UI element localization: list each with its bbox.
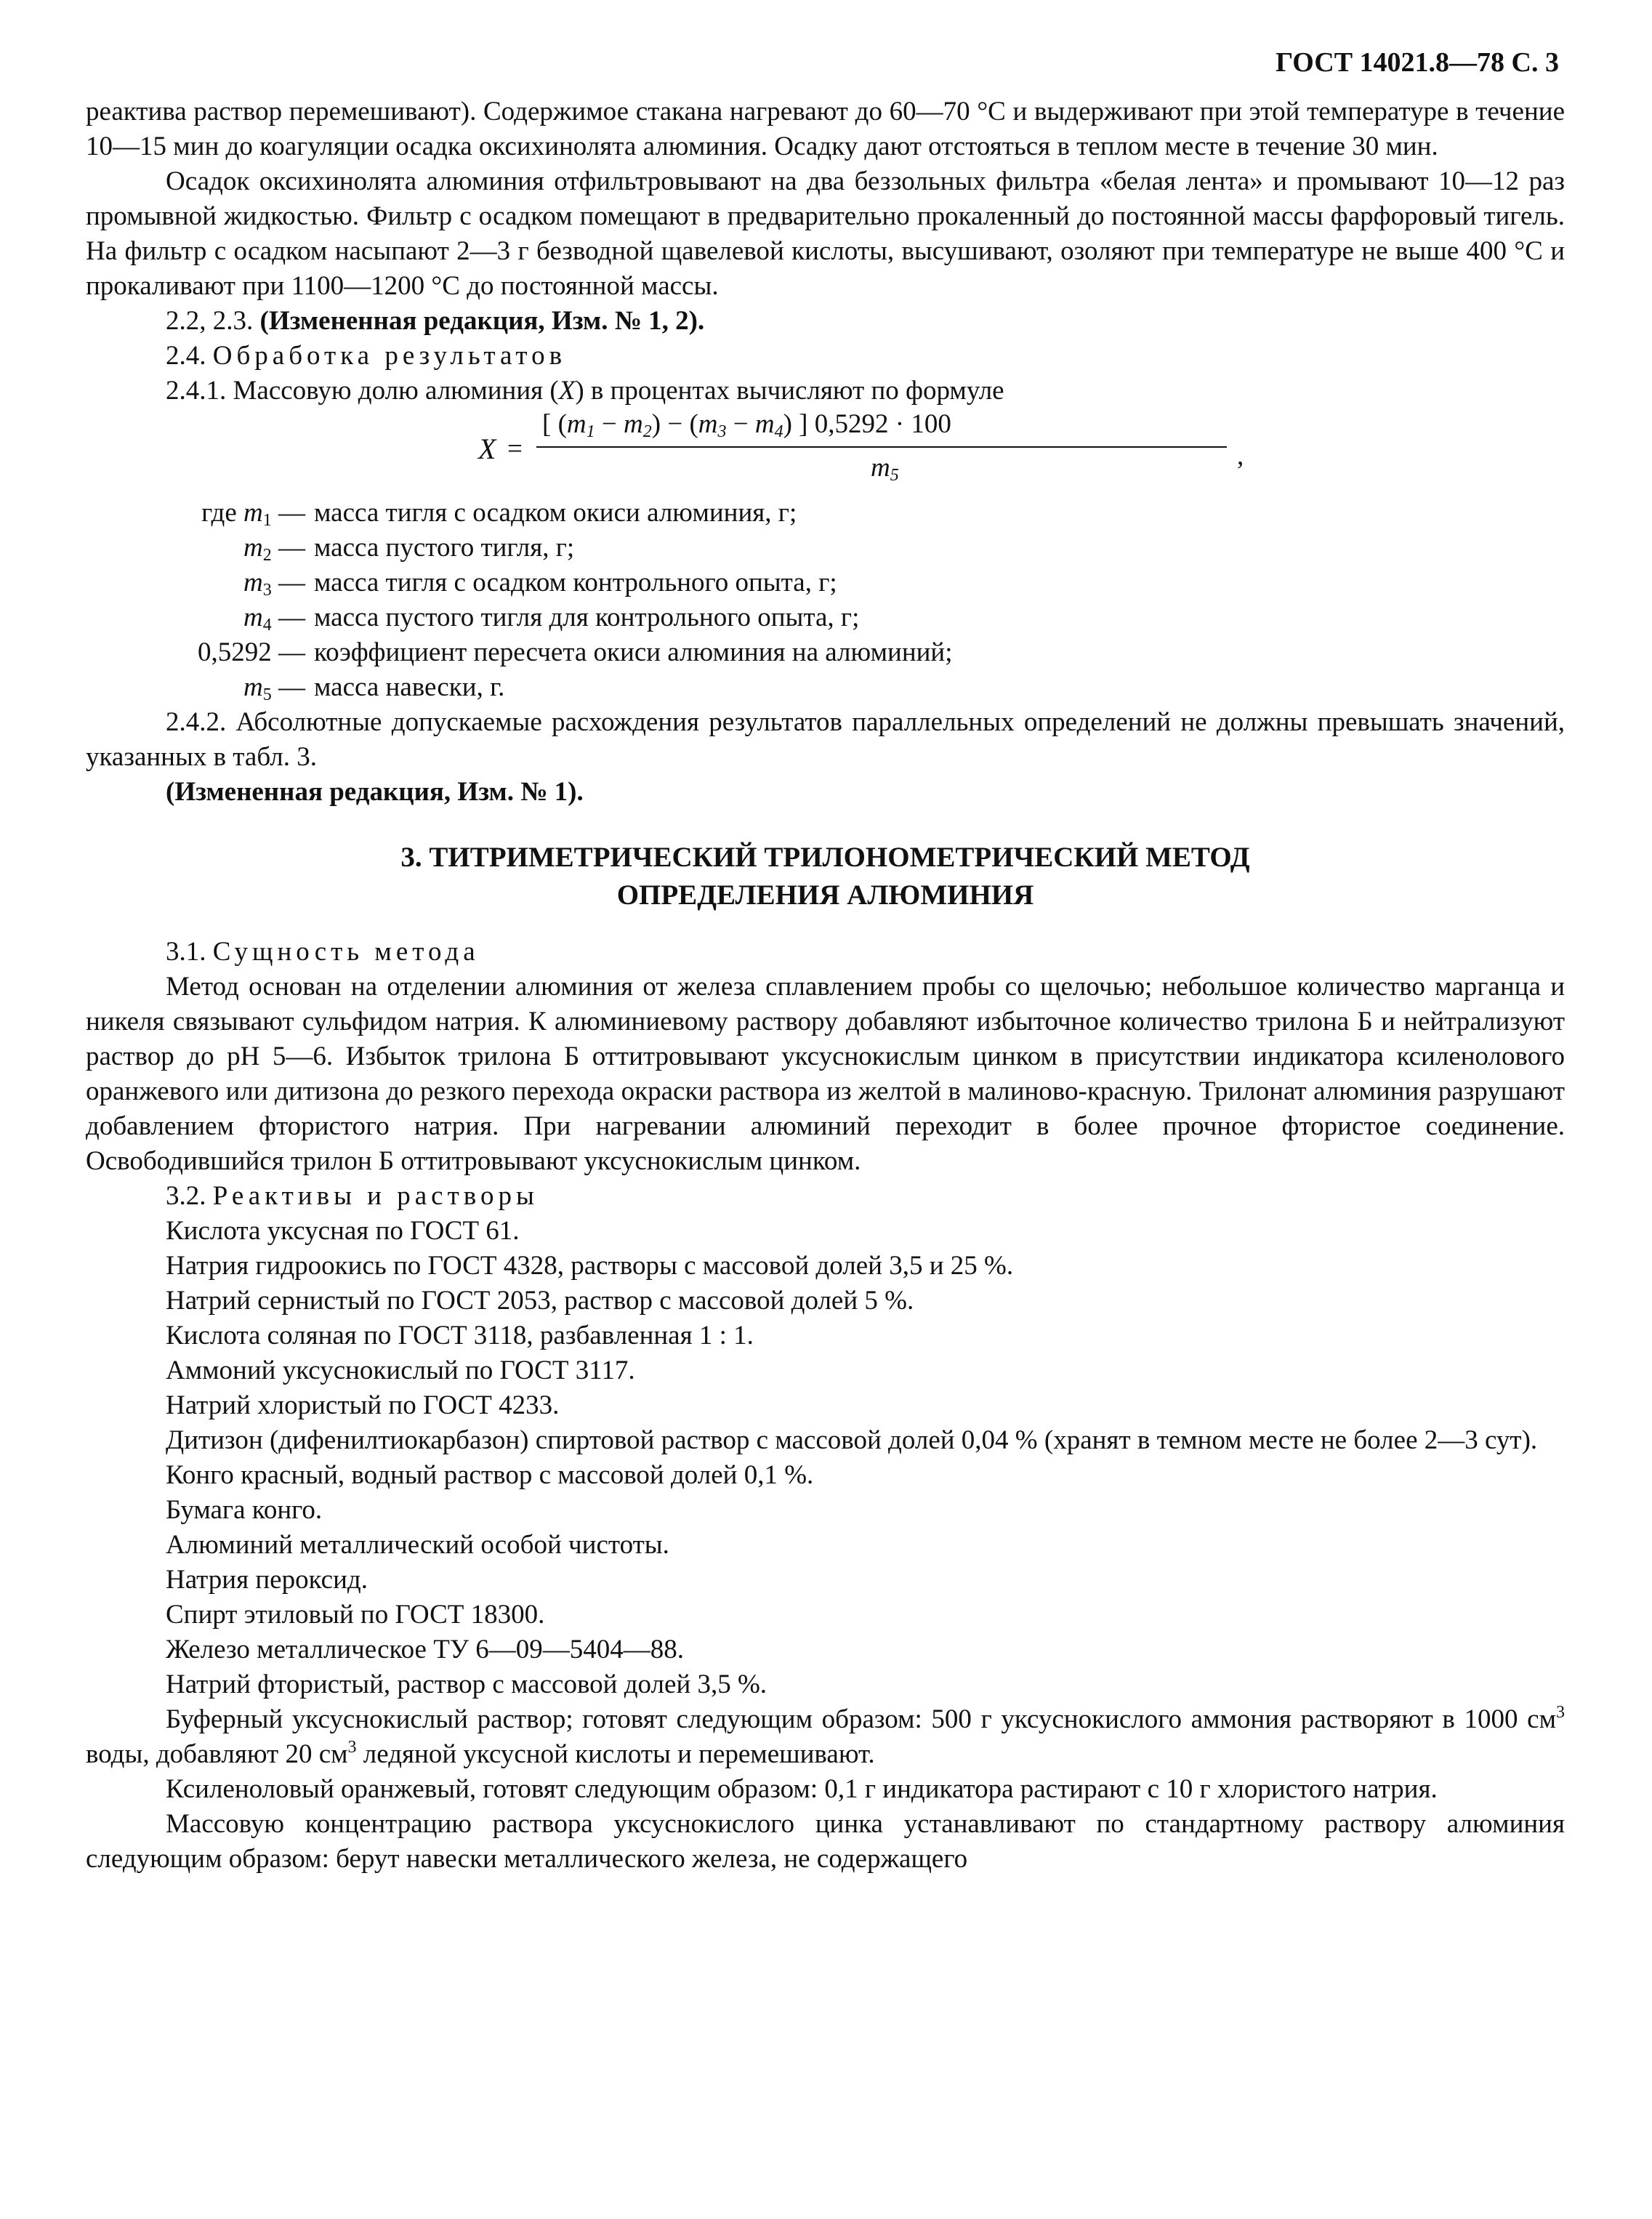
legend-symbol (86, 635, 314, 670)
legend-pre: где (201, 498, 244, 528)
buffer-text-b: воды, добавляют 20 см (86, 1739, 348, 1769)
formula-lhs: X (478, 432, 496, 465)
reagent-item: Кислота соляная по ГОСТ 3118, разбавленная 1 : 1. (166, 1321, 754, 1350)
legend-dash: — (271, 568, 305, 597)
legend-var: m (243, 672, 263, 702)
legend-description: масса пустого тигля, г; (314, 533, 575, 563)
reagent-item: Натрия гидроокись по ГОСТ 4328, растворы с массовой долей 3,5 и 25 %. (166, 1251, 1014, 1281)
buffer-sup-1: 3 (1556, 1703, 1565, 1722)
legend-dash: — (271, 498, 305, 528)
legend-description: масса навески, г. (314, 672, 505, 702)
reagent-item: Аммоний уксуснокислый по ГОСТ 3117. (166, 1356, 635, 1385)
den-sub: 5 (890, 466, 899, 485)
reagent-buffer (86, 1702, 1565, 1772)
reagent-item: Конго красный, водный раствор с массовой долей 0,1 %. (166, 1460, 814, 1490)
reagent-item: Бумага конго. (166, 1495, 323, 1525)
num-part: 4 (774, 422, 783, 441)
formula-comma: , (1237, 441, 1244, 471)
legend-row (86, 565, 1565, 600)
num-part: [ ( (542, 409, 567, 439)
section-2-4-title: Обработка результатов (212, 341, 567, 371)
legend-symbol (86, 670, 314, 705)
legend-var: m (243, 533, 263, 563)
reagent-item: Натрий сернистый по ГОСТ 2053, раствор с массовой долей 5 %. (166, 1286, 914, 1316)
buffer-text-c: ледяной уксусной кислоты и перемешивают. (356, 1739, 875, 1769)
reagent-item: Натрий хлористый по ГОСТ 4233. (166, 1390, 560, 1420)
legend-row (86, 531, 1565, 565)
legend-dash: — (271, 603, 305, 632)
s241-prefix: 2.4.1. Массовую долю алюминия ( (166, 376, 559, 406)
change-note-2: (Измененная редакция, Изм. № 1). (166, 777, 584, 807)
legend-description: коэффициент пересчета окиси алюминия на алюминий; (314, 637, 953, 667)
section-3-title-line1: 3. ТИТРИМЕТРИЧЕСКИЙ ТРИЛОНОМЕТРИЧЕСКИЙ МЕТОД (400, 842, 1250, 873)
legend-description: масса пустого тигля для контрольного опыта, г; (314, 603, 860, 632)
section-3-1-heading (86, 935, 1565, 970)
legend-description: масса тигля с осадком контрольного опыта, г; (314, 568, 837, 597)
reagent-dithizone: Дитизон (дифенилтиокарбазон) спиртовой раствор с массовой долей 0,04 % (хранят в темном месте не более 2—3 сут). (166, 1425, 1538, 1455)
legend-sub: 3 (262, 581, 272, 600)
legend-row (86, 600, 1565, 635)
section-2-4-1 (86, 374, 1565, 408)
reagent-item: Спирт этиловый по ГОСТ 18300. (166, 1600, 545, 1630)
legend-symbol (86, 565, 314, 600)
formula (86, 410, 1565, 491)
num-part: m (624, 409, 643, 439)
legend-sub: 2 (262, 546, 272, 565)
section-2-4-2: 2.4.2. Абсолютные допускаемые расхождения результатов параллельных определений не должны превышать значений, указанных в табл. 3. (86, 707, 1565, 772)
change-note-1-text: (Измененная редакция, Изм. № 1, 2). (259, 306, 705, 336)
s241-suffix: ) в процентах вычисляют по формуле (575, 376, 1004, 406)
den-m: m (871, 453, 890, 483)
num-part: 1 (586, 422, 595, 441)
section-3-1-text: Метод основан на отделении алюминия от железа сплавлением пробы со щелочью; небольшое количество марганца и никеля связывают сульфидом натрия. К алюминиевому раствору добавляют избыточное количество трилона Б и нейтрализуют раствор до рН 5—6. Избыток трилона Б оттитровывают уксуснокислым цинком в присутствии индикатора ксиленолового оранжевого или дитизона до резкого перехода окраски раствора из желтой в малиново-красную. Трилонат алюминия разрушают добавлением фтористого натрия. При нагревании алюминий переходит в более прочное фтористое соединение. Освободившийся трилон Б оттитровывают уксуснокислым цинком. (86, 972, 1565, 1176)
buffer-sup-2: 3 (347, 1738, 357, 1757)
formula-equals: = (507, 434, 523, 464)
legend-pre: 0,5292 (198, 637, 272, 667)
formula-legend (86, 496, 1565, 705)
section-3-title-line2: ОПРЕДЕЛЕНИЯ АЛЮМИНИЯ (616, 879, 1034, 911)
num-part: 2 (642, 422, 652, 441)
paragraph-zinc-concentration: Массовую концентрацию раствора уксуснокислого цинка устанавливают по стандартному раствору алюминия следующим образом: берут навески металлического железа, не содержащего (86, 1809, 1565, 1874)
legend-dash: — (271, 672, 305, 702)
legend-var: m (243, 603, 263, 632)
legend-row (86, 635, 1565, 670)
formula-denominator (871, 451, 899, 486)
reagent-item: Железо металлическое ТУ 6—09—5404—88. (166, 1635, 685, 1664)
legend-var: m (243, 498, 263, 528)
reagent-item: Натрий фтористый, раствор с массовой долей 3,5 %. (166, 1670, 767, 1699)
legend-symbol (86, 600, 314, 635)
num-part: ) ] 0,5292 · 100 (783, 409, 951, 439)
num-part: m (566, 409, 587, 439)
legend-row (86, 670, 1565, 705)
section-3-2-number: 3.2. (166, 1181, 213, 1211)
reagent-item: Натрия пероксид. (166, 1565, 368, 1595)
legend-row (86, 496, 1565, 531)
reagent-xylenol: Ксиленоловый оранжевый, готовят следующим образом: 0,1 г индикатора растирают с 10 г хлористого натрия. (166, 1774, 1438, 1804)
legend-dash: — (271, 533, 305, 563)
section-3-2-title: Реактивы и растворы (212, 1181, 539, 1211)
section-3-1-number: 3.1. (166, 937, 213, 967)
num-part: − (726, 409, 755, 439)
section-3-1-title: Сущность метода (212, 937, 480, 967)
formula-numerator (542, 407, 951, 442)
legend-sub: 1 (262, 511, 272, 530)
legend-dash: — (271, 637, 305, 667)
reagent-item: Кислота уксусная по ГОСТ 61. (166, 1216, 520, 1246)
buffer-text-a: Буферный уксуснокислый раствор; готовят следующим образом: 500 г уксуснокислого аммония растворяют в 1000 см (166, 1704, 1556, 1734)
s241-var: X (558, 376, 576, 406)
paragraph-continuation: реактива раствор перемешивают). Содержимое стакана нагревают до 60—70 °С и выдерживают при этой температуре в течение 10—15 мин до коагуляции осадка оксихинолята алюминия. Осадку дают отстояться в теплом месте в течение 30 мин. (86, 97, 1565, 161)
legend-description: масса тигля с осадком окиси алюминия, г; (314, 498, 797, 528)
legend-symbol (86, 496, 314, 531)
section-3-2-heading (86, 1179, 1565, 1214)
fraction-bar (536, 446, 1227, 448)
legend-var: m (243, 568, 263, 597)
legend-sub: 4 (262, 616, 272, 635)
reagent-item: Алюминий металлический особой чистоты. (166, 1530, 669, 1560)
legend-sub: 5 (262, 685, 272, 704)
paragraph-filtration: Осадок оксихинолята алюминия отфильтровывают на два беззольных фильтра «белая лента» и промывают 10—12 раз промывной жидкостью. Фильтр с осадком помещают в предварительно прокаленный до постоянной массы фарфоровый тигель. На фильтр с осадком насыпают 2—3 г безводной щавелевой кислоты, высушивают, озоляют при температуре не выше 400 °С и прокаливают при 1100—1200 °С до постоянной массы. (86, 166, 1565, 301)
num-part: ) − ( (651, 409, 698, 439)
section-2-4-heading (86, 339, 1565, 374)
change-note-1-prefix: 2.2, 2.3. (166, 306, 260, 336)
num-part: − (595, 409, 624, 439)
legend-symbol (86, 531, 314, 565)
change-note-1 (86, 304, 1565, 339)
section-3-title (86, 839, 1565, 914)
num-part: m (754, 409, 775, 439)
num-part: m (698, 409, 718, 439)
page-header: ГОСТ 14021.8—78 С. 3 (1276, 47, 1559, 78)
num-part: 3 (717, 422, 727, 441)
section-2-4-number: 2.4. (166, 341, 213, 371)
